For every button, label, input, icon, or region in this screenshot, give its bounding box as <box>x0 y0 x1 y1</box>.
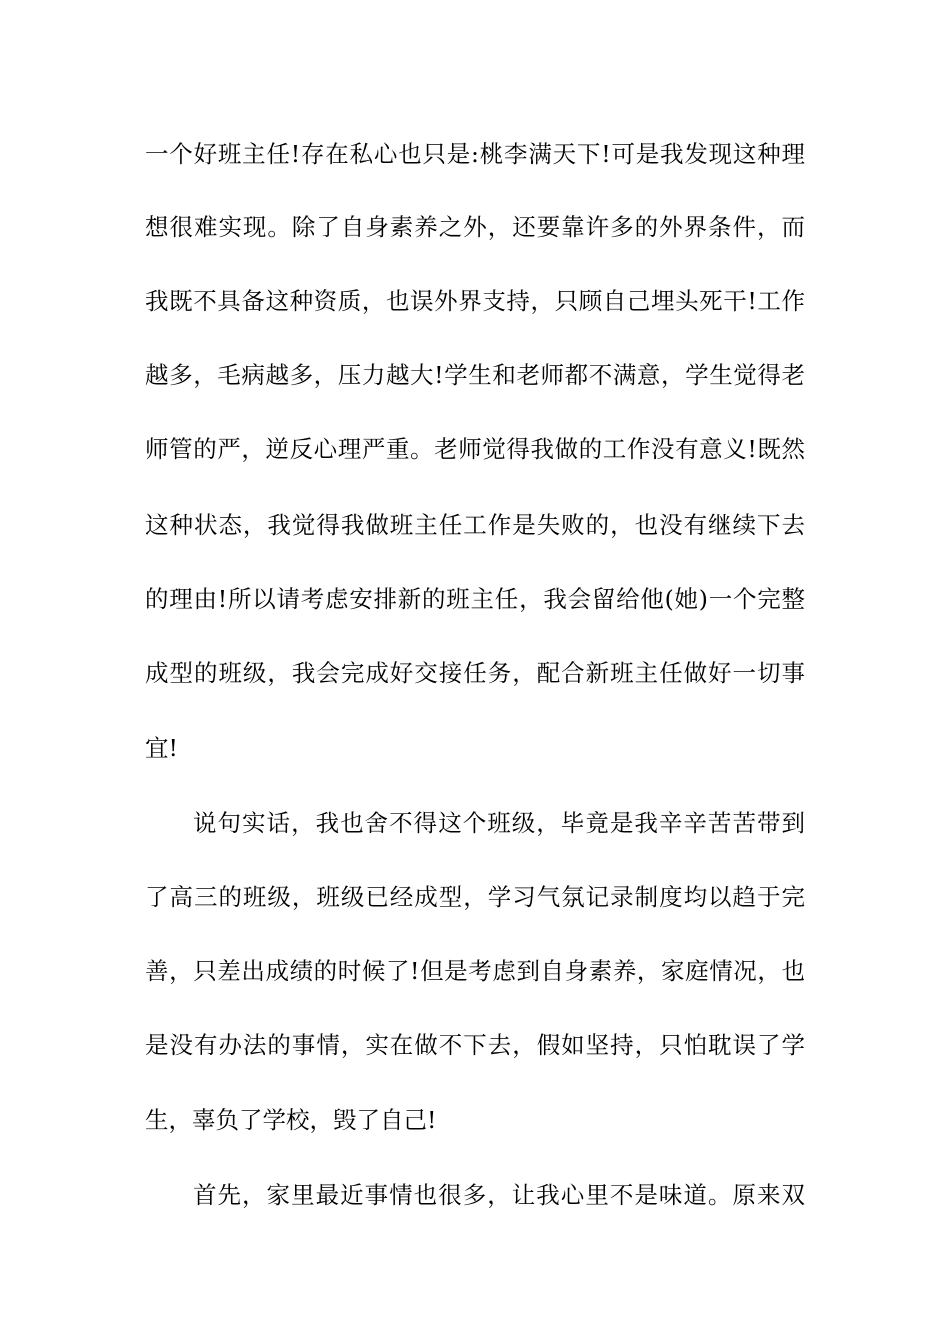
text-line-1: 一个好班主任!存在私心也只是:桃李满天下!可是我发现这种理 <box>145 140 805 168</box>
text-line-4: 越多，毛病越多，压力越大!学生和老师都不满意，学生觉得老 <box>145 361 805 389</box>
text-line-7: 的理由!所以请考虑安排新的班主任，我会留给他(她)一个完整 <box>145 585 805 613</box>
text-line-2: 想很难实现。除了自身素养之外，还要靠许多的外界条件，而 <box>145 213 805 241</box>
text-line-12: 善，只差出成绩的时候了!但是考虑到自身素养，家庭情况，也 <box>145 957 805 985</box>
text-line-9: 宜! <box>145 734 178 762</box>
text-line-5: 师管的严，逆反心理严重。老师觉得我做的工作没有意义!既然 <box>145 435 805 463</box>
text-line-10: 说句实话，我也舍不得这个班级，毕竟是我辛辛苦苦带到 <box>193 809 805 837</box>
text-line-11: 了高三的班级，班级已经成型，学习气氛记录制度均以趋于完 <box>145 883 805 911</box>
text-line-6: 这种状态，我觉得我做班主任工作是失败的，也没有继续下去 <box>145 511 805 539</box>
text-line-13: 是没有办法的事情，实在做不下去，假如坚持，只怕耽误了学 <box>145 1031 805 1059</box>
text-line-3: 我既不具备这种资质，也误外界支持，只顾自己埋头死干!工作 <box>145 287 805 315</box>
text-line-8: 成型的班级，我会完成好交接任务，配合新班主任做好一切事 <box>145 659 805 687</box>
text-line-15: 首先，家里最近事情也很多，让我心里不是味道。原来双 <box>193 1181 805 1209</box>
text-line-14: 生，辜负了学校，毁了自己! <box>145 1106 437 1134</box>
